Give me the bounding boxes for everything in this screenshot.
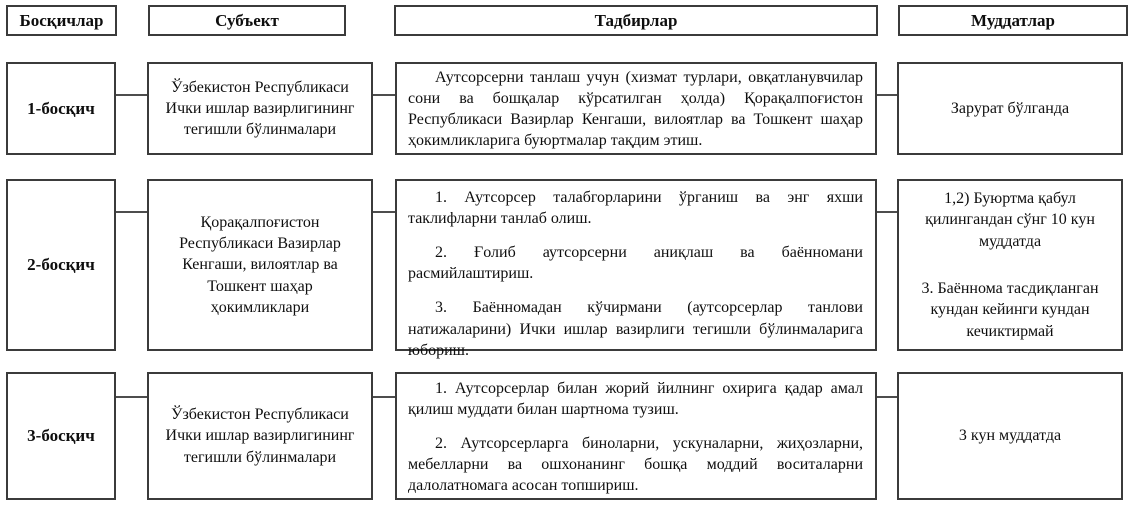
connector-line (116, 396, 147, 398)
connector-line (373, 211, 395, 213)
stage-3-deadline-box (897, 372, 1123, 500)
stage-2-subject-box (147, 179, 373, 351)
column-header-stages-label: Босқичлар (19, 10, 104, 30)
connector-line (877, 211, 897, 213)
connector-line (373, 94, 395, 96)
connector-line (116, 94, 147, 96)
stage-1-activity-item: Аутсорсерни танлаш учун (хизмат турлари, овқатланувчилар сони ва бошқалар кўрсатилган ҳолда) Қорақалпоғистон Республикаси Вазирлар Кенгаши, вилоятлар ва Тошкент шаҳар ҳокимликларига буюртмалар тақдим этиш. (408, 69, 863, 150)
connector-line (116, 211, 147, 213)
stage-1-box (6, 62, 116, 155)
stage-2-activity-item: 1. Аутсорсер талабгорларини ўрганиш ва энг яхши таклифларни танлаб олиш. (408, 189, 863, 228)
stage-3-label: 3-босқич (27, 426, 95, 445)
stage-2-subject-text: Қорақалпоғистон Республикаси Вазирлар Кенгаши, вилоятлар ва Тошкент шаҳар ҳокимликлари (179, 213, 341, 316)
column-header-subject-label: Субъект (215, 10, 279, 30)
stage-1-subject-text: Ўзбекистон Республикаси Ички ишлар вазирлигининг тегишли бўлинмалари (165, 78, 355, 139)
connector-line (877, 94, 897, 96)
stage-2-activity-item: 2. Ғолиб аутсорсерни аниқлаш ва баённомани расмийлаштириш. (408, 244, 863, 283)
stage-1-subject-box (147, 62, 373, 155)
stage-2-activities-box (395, 179, 877, 359)
stage-3-activity-item: 1. Аутсорсерлар билан жорий йилнинг охирига қадар амал қилиш муддати билан шартнома тузиш. (408, 380, 863, 419)
stage-3-subject-box (147, 372, 373, 500)
stage-3-activity-item: 2. Аутсорсерларга биноларни, ускуналарни, жиҳозларни, мебелларни ва ошхонанинг бошқа моддий воситаларни далолатномага асосан топшириш. (408, 435, 863, 495)
column-header-activities-label: Тадбирлар (594, 10, 678, 30)
stage-1-label: 1-босқич (27, 98, 95, 118)
stage-2-label: 2-босқич (27, 255, 95, 274)
stage-3-deadline-text: 3 кун муддатда (958, 427, 1062, 445)
stage-1-activities-box (395, 62, 877, 155)
stage-2-deadline-text: 1,2) Буюртма қабул қилингандан сўнг 10 кун муддатда (925, 190, 1095, 250)
stage-2-deadline-text: 3. Баённома тасдиқланган кундан кейинги кундан кечиктирмай (921, 280, 1099, 340)
stage-1-deadline-box (897, 62, 1123, 155)
connector-line (373, 396, 395, 398)
column-header-subject (148, 5, 346, 36)
stage-2-box (6, 179, 116, 351)
stage-2-deadline-box (897, 179, 1123, 351)
column-header-deadlines-label: Муддатлар (971, 10, 1055, 30)
stage-3-subject-text: Ўзбекистон Республикаси Ички ишлар вазирлигининг тегишли бўлинмалари (165, 406, 355, 466)
connector-line (877, 396, 897, 398)
stage-3-activities-box (395, 372, 877, 500)
stage-1-deadline-text: Зарурат бўлганда (950, 99, 1070, 117)
column-header-activities (394, 5, 878, 36)
column-header-stages (6, 5, 117, 36)
stage-3-box (6, 372, 116, 500)
stage-2-activity-item: 3. Баённомадан кўчирмани (аутсорсерлар танлови натижаларини) Ички ишлар вазирлиги тегишли бўлинмаларига юбориш. (408, 299, 863, 359)
column-header-deadlines (898, 5, 1128, 36)
